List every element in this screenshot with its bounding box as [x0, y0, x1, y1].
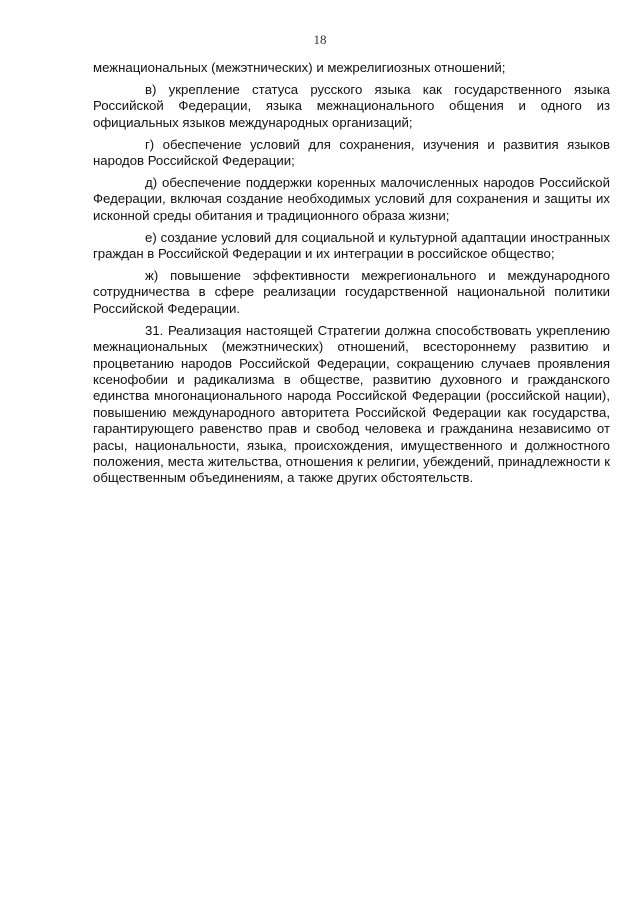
paragraph-31: 31. Реализация настоящей Стратегии должна способствовать укреплению межнациональных (межэтнических) отношений, всестороннему развитию и процветанию народов Российской Федерации, сокращению случаев проявления ксенофобии и радикализма в обществе, развитию духовного и гражданского единства многонационального народа Российской Федерации (российской нации), повышению международного авторитета Российской Федерации как государства, гарантирующего равенство прав и свобод человека и гражданина независимо от расы, национальности, языка, происхождения, имущественного и должностного положения, места жительства, отношения к религии, убеждений, принадлежности к общественным объединениям, а также других обстоятельств.: [93, 322, 610, 486]
page-number: 18: [313, 32, 327, 47]
paragraph-continuation: межнациональных (межэтнических) и межрелигиозных отношений;: [93, 60, 506, 75]
document-body: [93, 60, 610, 492]
paragraph-item-zh: ж) повышение эффективности межрегионального и международного сотрудничества в сфере реализации государственной национальной политики Российской Федерации.: [93, 267, 610, 316]
paragraph-item-e: е) создание условий для социальной и культурной адаптации иностранных граждан в Российской Федерации и их интеграции в российское общество;: [93, 229, 610, 262]
paragraph-item-g: г) обеспечение условий для сохранения, изучения и развития языков народов Российской Федерации;: [93, 136, 610, 169]
paragraph-item-d: д) обеспечение поддержки коренных малочисленных народов Российской Федерации, включая создание необходимых условий для сохранения и защиты их исконной среды обитания и традиционного образа жизни;: [93, 174, 610, 223]
paragraph-item-v: в) укрепление статуса русского языка как государственного языка Российской Федерации, языка межнационального общения и одного из официальных языков международных организаций;: [93, 81, 610, 130]
